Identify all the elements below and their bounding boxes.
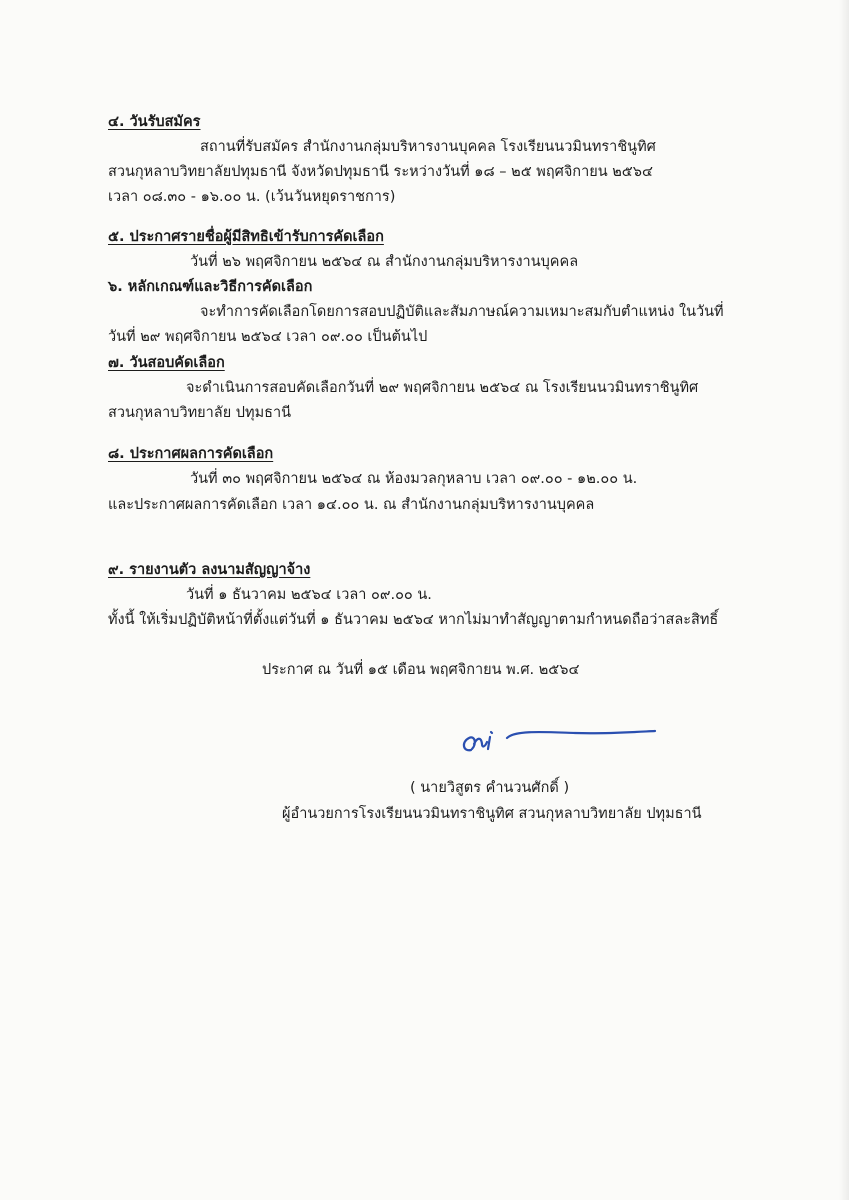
section-7-line-2: สวนกุหลาบวิทยาลัย ปทุมธานี — [108, 405, 292, 421]
section-6-line-2: วันที่ ๒๙ พฤศจิกายน ๒๕๖๔ เวลา ๐๙.๐๐ เป็นต้นไป — [108, 329, 428, 345]
section-9-line-1: วันที่ ๑ ธันวาคม ๒๕๖๔ เวลา ๐๙.๐๐ น. — [186, 587, 432, 603]
section-9-heading: ๙. รายงานตัว ลงนามสัญญาจ้าง — [108, 562, 311, 578]
signer-position: ผู้อำนวยการโรงเรียนนวมินทราชินูทิศ สวนกุหลาบวิทยาลัย ปทุมธานี — [282, 806, 702, 822]
section-7-line-1: จะดำเนินการสอบคัดเลือกวันที่ ๒๙ พฤศจิกายน ๒๕๖๔ ณ โรงเรียนนวมินทราชินูทิศ — [186, 380, 699, 396]
announcement-date: ประกาศ ณ วันที่ ๑๕ เดือน พฤศจิกายน พ.ศ. ๒๕๖๔ — [262, 662, 580, 678]
section-4-heading: ๔. วันรับสมัคร — [108, 114, 201, 130]
section-8-line-1: วันที่ ๓๐ พฤศจิกายน ๒๕๖๔ ณ ห้องมวลกุหลาบ เวลา ๐๙.๐๐ - ๑๒.๐๐ น. — [190, 471, 638, 487]
section-4-line-3: เวลา ๐๘.๓๐ - ๑๖.๐๐ น. (เว้นวันหยุดราชการ) — [108, 189, 396, 205]
section-5-line-1: วันที่ ๒๖ พฤศจิกายน ๒๕๖๔ ณ สำนักงานกลุ่มบริหารงานบุคคล — [190, 254, 579, 270]
section-9-line-2: ทั้งนี้ ให้เริ่มปฏิบัติหน้าที่ตั้งแต่วันที่ ๑ ธันวาคม ๒๕๖๔ หากไม่มาทำสัญญาตามกำหนดถือว่าสละสิทธิ์ — [108, 612, 719, 628]
section-5-heading: ๕. ประกาศรายชื่อผู้มีสิทธิเข้ารับการคัดเลือก — [108, 229, 384, 245]
section-4-line-2: สวนกุหลาบวิทยาลัยปทุมธานี จังหวัดปทุมธานี ระหว่างวันที่ ๑๘ – ๒๕ พฤศจิกายน ๒๕๖๔ — [108, 164, 653, 180]
section-7-heading: ๗. วันสอบคัดเลือก — [108, 355, 225, 371]
section-8-heading: ๘. ประกาศผลการคัดเลือก — [108, 446, 274, 462]
section-6-heading: ๖. หลักเกณฑ์และวิธีการคัดเลือก — [108, 279, 313, 295]
scan-edge-shadow — [839, 0, 849, 1200]
section-6-line-1: จะทำการคัดเลือกโดยการสอบปฏิบัติและสัมภาษณ์ความเหมาะสมกับตำแหน่ง ในวันที่ — [200, 304, 724, 320]
section-8-line-2: และประกาศผลการคัดเลือก เวลา ๑๔.๐๐ น. ณ สำนักงานกลุ่มบริหารงานบุคคล — [108, 497, 595, 513]
handwritten-signature — [455, 722, 665, 762]
section-4-line-1: สถานที่รับสมัคร สำนักงานกลุ่มบริหารงานบุคคล โรงเรียนนวมินทราชินูทิศ — [200, 139, 656, 155]
signer-name: ( นายวิสูตร คำนวนศักดิ์ ) — [410, 780, 570, 796]
